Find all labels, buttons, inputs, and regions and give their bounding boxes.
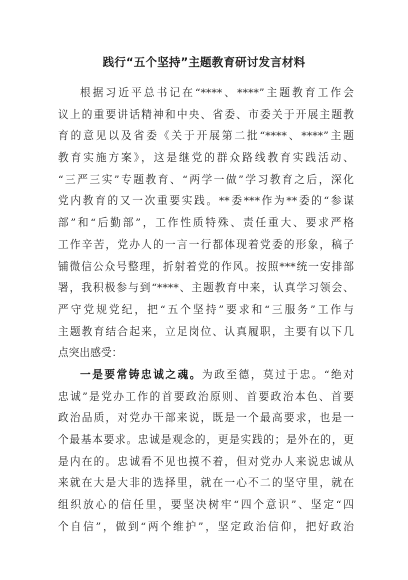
section-heading: 一是要常铸忠诚之魂。 (80, 368, 203, 381)
paragraph-line: 政治品质，对党办干部来说，既是一个最高要求，也是一 (58, 412, 354, 425)
paragraph-line: 部”和“后勤部”，工作性质特殊、责任重大、要求严格 (58, 217, 354, 230)
paragraph-line: 忠诚”是党办工作的首要政治原则、首要政治本色、首要 (58, 390, 354, 403)
paragraph-line: 议上的重要讲话精神和中央、省委、市委关于开展主题教 (58, 108, 354, 121)
paragraph-line: 组织放心的信任里，要坚决树牢“四个意识”、坚定“四 (58, 499, 354, 512)
paragraph-line: 是内在的。忠诚看不见也摸不着，但对党办人来说忠诚从 (58, 455, 354, 468)
paragraph-line: 根据习近平总书记在“****、****”主题教育工作会 (80, 87, 354, 99)
paragraph-line: 个自信”，做到“两个维护”，坚定政治信仰，把好政治 (58, 520, 354, 533)
paragraph-line: “三严三实”专题教育、“两学一做”学习教育之后，深化 (58, 173, 354, 186)
paragraph-line: 育的意见以及省委《关于开展第二批“****、****”主题 (58, 130, 354, 143)
paragraph-line: 教育实施方案》，这是继党的群众路线教育实践活动、 (58, 152, 354, 165)
paragraph-text: 为政至德，莫过于忠。“绝对 (202, 368, 354, 381)
document-title: 践行“五个坚持”主题教育研讨发言材料 (102, 55, 306, 69)
paragraph-line: 个最基本要求。忠诚是观念的，更是实践的；是外在的，更 (58, 434, 354, 446)
paragraph-line: 工作辛苦，党办人的一言一行都体现着党委的形象，稿子 (58, 238, 354, 251)
paragraph-line: 铺微信公众号整理，折射着党的作风。按照***统一安排部 (58, 260, 354, 273)
paragraph-line: 署，我积极参与到“****、主题教育中来，认真学习领会、 (58, 282, 354, 295)
document-body (58, 83, 354, 538)
paragraph-line: 党内教育的又一次重要实践。**委***作为**委的“参谋 (58, 195, 354, 208)
paragraph-line: 来就在大是大非的选择里，就在一心不二的坚守里，就在 (58, 477, 354, 490)
section-heading-line (58, 365, 354, 387)
paragraph-line: 点突出感受： (58, 347, 123, 360)
paragraph-line: 严守党规党纪，把“五个坚持”要求和“三服务”工作与 (58, 303, 354, 316)
paragraph-line: 主题教育结合起来，立足岗位、认真履职，主要有以下几 (58, 325, 354, 338)
